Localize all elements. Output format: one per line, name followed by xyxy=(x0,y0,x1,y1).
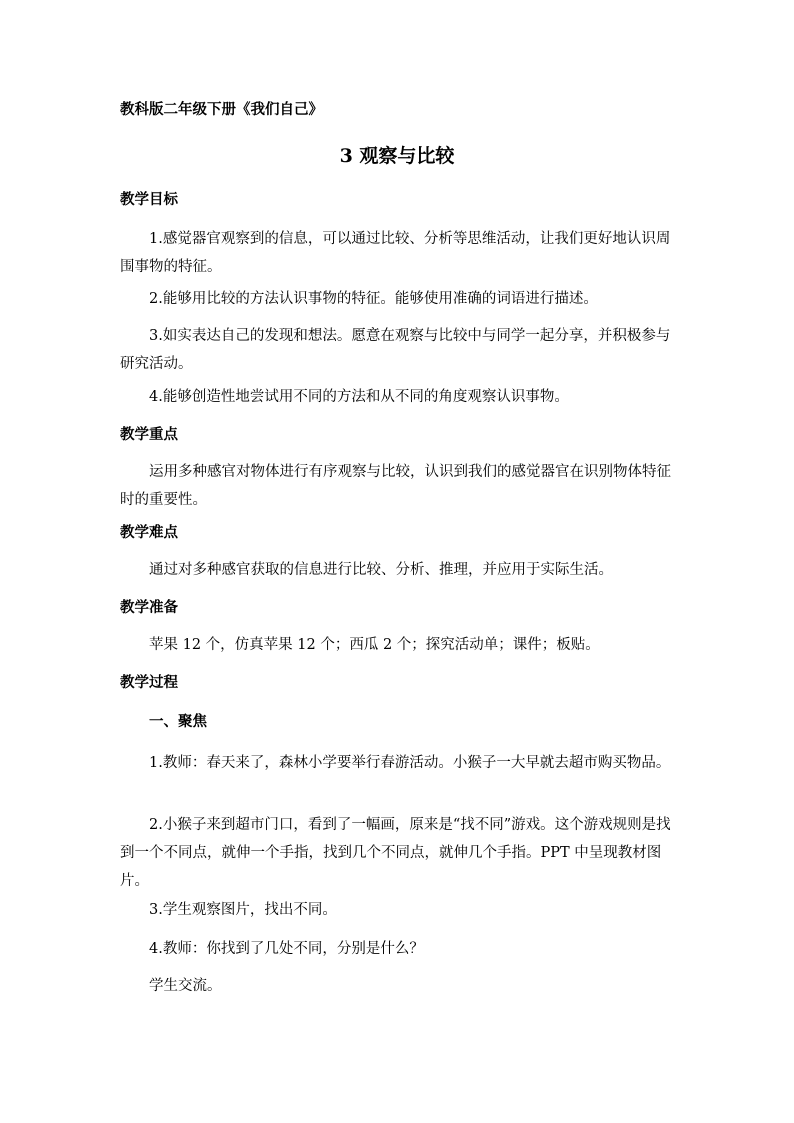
process-heading: 教学过程 xyxy=(120,674,178,691)
process-subheading: 一、聚焦 xyxy=(149,713,207,730)
difficult-points-heading: 教学难点 xyxy=(120,524,178,541)
process-item: 4.教师：你找到了几处不同，分别是什么？ xyxy=(149,941,424,957)
key-points-text: 运用多种感官对物体进行有序观察与比较，认识到我们的感觉器官在识别物体特征时的重要性。 xyxy=(120,464,671,508)
preparation-text: 苹果 12 个，仿真苹果 12 个；西瓜 2 个；探究活动单；课件；板贴。 xyxy=(149,637,600,653)
process-item: 2.小猴子来到超市门口，看到了一幅画，原来是“找不同”游戏。这个游戏规则是找到一个不同点，就伸一个手指，找到几个不同点，就伸几个手指。PPT 中呈现教材图片。 xyxy=(120,817,671,889)
goal-item: 3.如实表达自己的发现和想法。愿意在观察与比较中与同学一起分享，并积极参与研究活动。 xyxy=(120,328,671,372)
lesson-title: 3 观察与比较 xyxy=(339,145,455,167)
goals-heading: 教学目标 xyxy=(120,191,178,208)
key-points-heading: 教学重点 xyxy=(120,426,178,443)
goal-item: 4.能够创造性地尝试用不同的方法和从不同的角度观察认识事物。 xyxy=(149,389,569,405)
process-item: 1.教师：春天来了，森林小学要举行春游活动。小猴子一大早就去超市购买物品。 xyxy=(149,755,671,771)
process-item: 3.学生观察图片，找出不同。 xyxy=(149,902,337,918)
document-header: 教科版二年级下册《我们自己》 xyxy=(120,101,323,118)
goal-item: 1.感觉器官观察到的信息，可以通过比较、分析等思维活动，让我们更好地认识周围事物的特征。 xyxy=(120,231,671,275)
goal-item: 2.能够用比较的方法认识事物的特征。能够使用准确的词语进行描述。 xyxy=(149,291,598,307)
difficult-points-text: 通过对多种感官获取的信息进行比较、分析、推理，并应用于实际生活。 xyxy=(149,562,613,578)
process-item: 学生交流。 xyxy=(149,978,222,994)
preparation-heading: 教学准备 xyxy=(120,599,178,616)
